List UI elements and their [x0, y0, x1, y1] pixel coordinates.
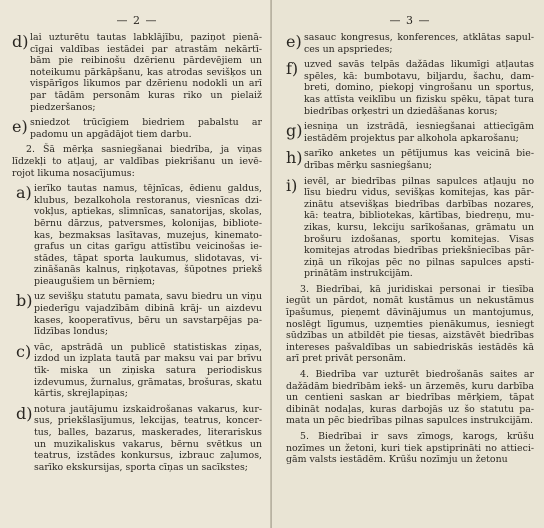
item-text: sasauc kongresus, konferences, atklātas sapul- ces un apspriedes; — [304, 32, 534, 55]
page-number: — 2 — — [116, 14, 158, 27]
list-item — [16, 342, 262, 400]
list-item — [286, 59, 534, 117]
list-item — [286, 121, 534, 144]
list-item — [12, 117, 262, 140]
item-text: vāc, apstrādā un publicē statistiskas ziņas, izdod un izplata tautā par maksu vai par brīvu tīk- miska un ziņiska satura periodiskus izdevumus, žurnalus, grāmatas, brošuras, skatu kārtis, skrejlapiņas; — [34, 341, 262, 400]
item-text: ievēl, ar biedrības pilnas sapulces atļauju no līsu biedru vidus, sevišķas komitejas, kas pār- zinātu atsevišķas biedrības darbības nozares, kā: teatra, bibliotekas, kārtības, biedreņu, mu- zikas, kursu, lekciju sarīkošanas, grāmatu un brošuru izdošanas, sportu komitejas. Visas komitejas atrodas biedrības priekšniecības pār- ziņā un rīkojas pēc no pilnas sapulces apsti- prinātām instrukcijām. — [304, 175, 534, 280]
item-text: notura jautājumu izskaidrošanas vakarus, kur- sus, priekšlasījumus, lekcijas, teatrus, koncer- tus, balles, bazarus, maskerades, literariskus un muzikaliskus vakarus, bērnu svētkus un teatrus, izstādes konkursus, izbrauc zaļumos, sarīko ekskursijas, sporta cīņas un sacīkstes; — [34, 403, 262, 473]
list-item — [12, 32, 262, 113]
list-item — [286, 176, 534, 280]
list-item — [16, 291, 262, 337]
item-text: uzved savās telpās dažādas likumīgi atļautas spēles, kā: bumbotavu, biljardu, šachu, dam- breti, domino, piekopj vingrošanu un sportus, kas attīsta veiklību un fizisku spēku, tāpat tura biedrības orķestri un dziedāšanas korus; — [304, 59, 534, 117]
paragraph: 4. Biedrība var uzturēt biedrošanās saites ar dažādām biedrībām iekš- un ārzemēs, kuru darbība un centieni saskan ar biedrības mērķiem, tāpat dibināt nodaļas, kuras darbojās uz šo statutu pa- mata un pēc biedrības pilnas sapulces instrukcijām. — [286, 369, 534, 427]
item-marker: a) — [16, 183, 32, 203]
paragraph: 3. Biedrībai, kā juridiskai personai ir tiesība iegūt un pārdot, nomāt kustāmus un nekustāmus īpašumus, pieņemt dāvinājumus un mantojumus, noslēgt līgumus, uzņemties pienākumus, iesniegt sūdzības un atbildēt pie tiesas, aizstāvēt biedrības intereses pašvaldības un sabiedriskās iestādēs kā arī pret privāt personām. — [286, 283, 534, 365]
paragraph: 5. Biedrībai ir savs zīmogs, karogs, krūšu nozīmes un žetoni, kuri tiek apstiprināti no attieci- gām valsts iestādēm. Krūšu nozīmju un žetonu — [286, 431, 534, 466]
item-marker: b) — [16, 291, 33, 311]
item-marker: c) — [16, 341, 32, 361]
item-text: uz sevišķu statutu pamata, savu biedru un viņu piederīgu vajadzībām dibinā krāj- un aizdevu kases, kooperatīvus, bēru un savstarpējas pa- līdzības londus; — [34, 291, 262, 338]
list-item — [16, 404, 262, 474]
list-item — [286, 32, 534, 55]
item-text: sarīko anketes un pētījumus kas veicinā bie- drības mērķu sasniegšanu; — [304, 148, 534, 171]
paragraph: 2. Šā mērķa sasniegšanai biedrība, ja viņas līdzekļi to atļauj, ar valdības piekrišanu un ievē- rojot likuma nosacījumus: — [12, 144, 262, 179]
item-text: sniedzot trūcīgiem biedriem pabalstu ar padomu un apgādājot tiem darbu. — [30, 117, 262, 140]
item-marker: i) — [286, 175, 298, 195]
item-marker: h) — [286, 148, 303, 168]
list-item — [16, 183, 262, 287]
item-text: ierīko tautas namus, tējnīcas, ēdienu galdus, klubus, bezalkohola restoranus, viesnīcas dzi- vokļus, aptiekas, slimnīcas, sanatorijas, skolas, bērnu dārzus, patversmes, kolonijas, bibliote- kas, bezmaksas lasītavas, muzejus, kinemato- grafus un citas garīgu attīstību veicinošas ie- stādes, tāpat sporta laukumus, slidotavas, vi- zināšanās kalnus, riņķotavas, šūpotnes priekš pieaugušiem un bērniem; — [34, 183, 262, 287]
item-marker: d) — [12, 32, 29, 51]
item-text: iesniņa un izstrādā, iesniegšanai attiecīgām iestādēm projektus par alkohola apkarošanu; — [304, 121, 534, 144]
item-marker: d) — [16, 403, 33, 423]
item-marker: e) — [12, 117, 28, 137]
item-marker: g) — [286, 121, 303, 141]
right-page — [272, 0, 544, 528]
item-marker: e) — [286, 32, 302, 51]
item-text: lai uzturētu tautas labklājību, paziņot pienā- cīgai valdības iestādei par atrastām nekārtī- bām pie reibinošu dzērienu pārdevējiem un noteikumu pārkāpšanu, kas atrodas sevišķos un vispārīgos likumos par dzērienu nodokli un arī par tādām personām kuras riko un pielaiž piedzeršanos; — [30, 32, 262, 113]
list-item — [286, 148, 534, 171]
page-number: — 3 — — [389, 14, 431, 27]
item-marker: f) — [286, 59, 299, 79]
